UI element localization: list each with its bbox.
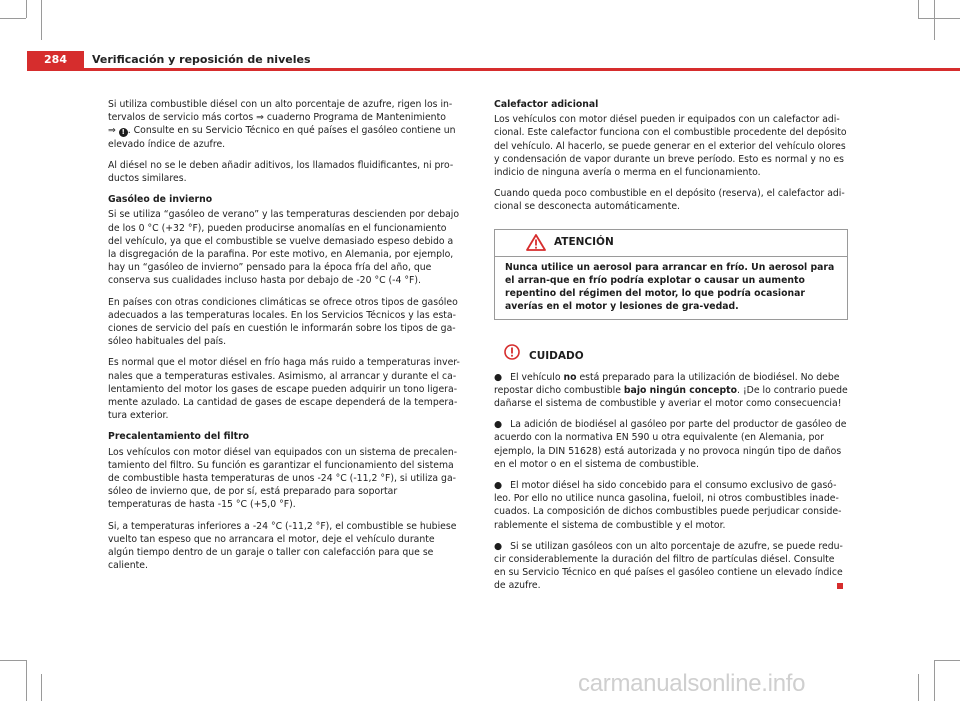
crop-mark (934, 660, 935, 701)
caution-bullet (494, 479, 848, 532)
crop-mark (0, 18, 26, 19)
page-number: 284 (27, 51, 84, 68)
paragraph: Si se utiliza “gasóleo de verano” y las temperaturas descienden por debajo de los 0 °C (+32 °F), pueden producirse anomalías en el funcionamiento del vehículo, ya que el combustible se vuelve demasiado espeso debido a la disgregación de la parafina. Por este motivo, en Alemania, por ejemplo, hay un “gasóleo de invierno” pensado para la época fría del año, que conserva sus cualidades incluso hasta por debajo de -20 °C (-4 °F). (108, 209, 460, 287)
crop-mark (26, 0, 27, 18)
crop-mark (918, 674, 919, 701)
paragraph-text: . Consulte en su Servicio Técnico en qué países el gasóleo contiene un elevado índice de azufre. (108, 125, 456, 150)
caution-circle-icon (504, 344, 520, 360)
bullet-emphasis: no (563, 371, 577, 383)
right-column (494, 98, 848, 601)
caution-title: CUIDADO (529, 350, 584, 363)
paragraph: En países con otras condiciones climáticas se ofrece otros tipos de gasóleo adecuados a las temperaturas locales. En los Servicios Técnicos y las esta-ciones de servicio del país en cuestión le informarán sobre los tipos de ga-sóleo habituales del país. (108, 296, 458, 348)
section-heading: Gasóleo de invierno (108, 194, 213, 206)
end-of-section-marker (837, 583, 843, 589)
caution-bullet (494, 418, 848, 471)
warning-triangle-icon (526, 234, 546, 251)
bullet-dot: ● (494, 371, 503, 383)
bullet-dot: ● (494, 480, 503, 492)
caution-bullet (494, 371, 848, 411)
paragraph: Los vehículos con motor diésel van equipados con un sistema de precalen-tamiento del filtro. Su función es garantizar el funcionamiento del sistema de combustible hasta temperaturas de unos -24 °C (-11,2 °F), si utiliza ga-sóleo de invierno que, de por sí, está preparado para soportar temperaturas de hasta -15 °C (+5,0 °F). (108, 446, 458, 511)
paragraph: Los vehículos con motor diésel pueden ir equipados con un calefactor adi-cional. Este calefactor funciona con el combustible procedente del depósito del vehículo. Al hacerlo, se puede generar en el exterior del vehículo olores y condensación de vapor durante un breve período. Esto es normal y no es indicio de ninguna avería o merma en el funcionamiento. (494, 114, 847, 179)
reference-arrow: ⇒ (108, 125, 116, 137)
bullet-text: El motor diésel ha sido concebido para el consumo exclusivo de gasó-leo. Por ello no utilice nunca gasolina, fueloil, ni otros combustibles inade-cuados. La composición de dichos combustibles puede perjudicar conside-rablemente el sistema de combustible y el motor. (494, 480, 842, 531)
paragraph: Es normal que el motor diésel en frío haga más ruido a temperaturas inver-nales que a temperaturas estivales. Asimismo, al arrancar y durante el ca-lentamiento del motor los gases de escape pueden adquirir un tono ligera-mente azulado. La cantidad de gases de escape dependerá de la tempera-tura exterior. (108, 357, 460, 422)
warning-text: Nunca utilice un aerosol para arrancar en frío. Un aerosol para el arran-que en frío podría explotar o causar un aumento repentino del régimen del motor, lo que podría ocasionar averías en el motor y lesiones de gra-vedad. (505, 261, 835, 313)
crop-mark (918, 18, 960, 19)
warning-title: ATENCIÓN (554, 236, 614, 249)
paragraph-text: Si utiliza combustible diésel con un alto porcentaje de azufre, rigen los in-tervalos de servicio más cortos ⇒ cuaderno Programa de Mantenimiento (108, 99, 453, 124)
caution-bullet (494, 540, 848, 593)
bullet-text: está preparado para la utilización de biodiésel. No debe repostar dicho combustible (494, 371, 840, 396)
left-column (108, 98, 462, 581)
bullet-emphasis: bajo ningún concepto (623, 384, 738, 396)
crop-mark (918, 0, 919, 18)
caution-ref-icon: ! (119, 128, 128, 137)
paragraph: Si, a temperaturas inferiores a -24 °C (-11,2 °F), el combustible se hubiese vuelto tan espeso que no arrancara el motor, deje el vehículo durante algún tiempo dentro de un garaje o taller con calefacción para que se caliente. (108, 520, 457, 572)
bullet-text: . ¡De lo contrario puede dañarse el sistema de combustible y averiar el motor como consecuencia! (494, 384, 848, 410)
section-heading: Calefactor adicional (494, 99, 599, 110)
watermark: carmanualsonline.info (578, 670, 806, 697)
crop-mark (41, 0, 42, 40)
crop-mark (934, 0, 935, 40)
warning-header (495, 230, 847, 257)
paragraph: Al diésel no se le deben añadir aditivos, los llamados fluidificantes, ni pro-ductos similares. (108, 159, 454, 185)
caution-header (494, 340, 848, 363)
bullet-dot: ● (494, 540, 503, 552)
bullet-text: El vehículo (510, 371, 564, 383)
page-title: Verificación y reposición de niveles (92, 53, 311, 66)
paragraph (108, 98, 462, 151)
bullet-dot: ● (494, 419, 503, 431)
bullet-text: Si se utilizan gasóleos con un alto porcentaje de azufre, se puede redu-cir considerablemente la duración del filtro de partículas diésel. Consulte en su Servicio Técnico en qué países el gasóleo contiene un elevado índice de azufre. (494, 540, 843, 592)
warning-box (494, 229, 848, 321)
crop-mark (934, 660, 960, 661)
section-heading: Precalentamiento del filtro (108, 431, 250, 443)
crop-mark (0, 660, 26, 661)
crop-mark (26, 660, 27, 701)
bullet-text: La adición de biodiésel al gasóleo por parte del productor de gasóleo de acuerdo con la normativa EN 590 u otra equivalente (en Alemania, por ejemplo, la DIN 51628) está autorizada y no provoca ningún tipo de daños en el motor o en el sistema de combustible. (494, 419, 847, 470)
crop-mark (41, 674, 42, 701)
paragraph: Cuando queda poco combustible en el depósito (reserva), el calefactor adi-cional se desconecta automáticamente. (494, 188, 845, 213)
